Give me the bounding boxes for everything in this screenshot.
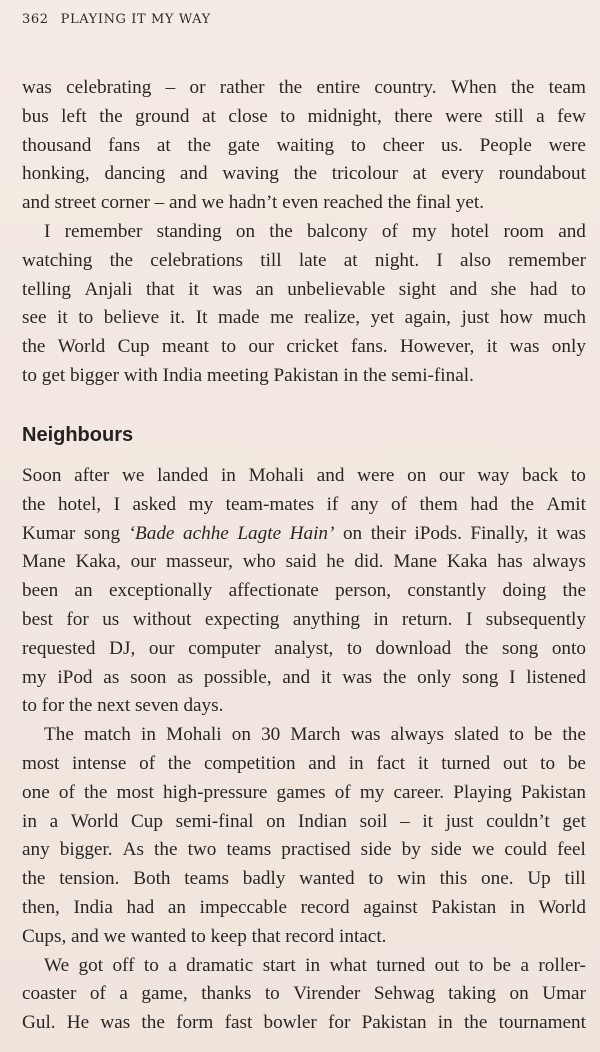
body-text-section (22, 462, 586, 1038)
text-line: then, India had an impeccable record against Pakistan in World (22, 896, 586, 918)
text-line: bus left the ground at close to midnight, there were still a few (22, 105, 586, 127)
text-line: honking, dancing and waving the tricolour at every roundabout (22, 163, 586, 185)
text-line: thousand fans at the gate waiting to cheer us. People were (22, 134, 586, 156)
paragraph (22, 721, 586, 951)
text-line: coaster of a game, thanks to Virender Sehwag taking on Umar (22, 983, 586, 1005)
text-line: the tension. Both teams badly wanted to win this one. Up till (22, 868, 586, 890)
paragraph (22, 74, 586, 218)
paragraph (22, 218, 586, 391)
text-line: to for the next seven days. (22, 695, 224, 717)
text-line: most intense of the competition and in fact it turned out to be (22, 752, 586, 774)
body-text-top (22, 74, 586, 391)
text-line: my iPod as soon as possible, and it was the only song I listened (22, 666, 586, 688)
text-line: requested DJ, our computer analyst, to download the song onto (22, 637, 586, 659)
text-line: Kumar song ‘Bade achhe Lagte Hain’ on their iPods. Finally, it was (22, 522, 586, 544)
text-line: Gul. He was the form fast bowler for Pakistan in the tournament (22, 1012, 586, 1034)
running-head (22, 12, 211, 27)
text-line: Cups, and we wanted to keep that record intact. (22, 925, 387, 947)
paragraph (22, 462, 586, 721)
text-line: best for us without expecting anything in return. I subsequently (22, 608, 586, 630)
text-line: the World Cup meant to our cricket fans. However, it was only (22, 336, 586, 358)
book-title: PLAYING IT MY WAY (60, 12, 211, 27)
text-line: one of the most high-pressure games of my career. Playing Pakistan (22, 781, 586, 803)
text-line: was celebrating – or rather the entire country. When the team (22, 77, 586, 98)
text-line: telling Anjali that it was an unbelievable sight and she had to (22, 278, 586, 300)
text-line: Soon after we landed in Mohali and were on our way back to (22, 465, 586, 486)
text-line: Mane Kaka, our masseur, who said he did. Mane Kaka has always (22, 551, 586, 573)
text-line: any bigger. As the two teams practised side by side we could feel (22, 839, 586, 861)
text-line: been an exceptionally affectionate person, constantly doing the (22, 580, 586, 602)
text-line: watching the celebrations till late at night. I also remember (22, 249, 586, 271)
text-line: in a World Cup semi-final on Indian soil – it just couldn’t get (22, 810, 586, 832)
text-line: see it to believe it. It made me realize, yet again, just how much (22, 307, 586, 329)
section-heading: Neighbours (22, 424, 134, 446)
text-line: the hotel, I asked my team-mates if any of them had the Amit (22, 493, 586, 515)
text-line: The match in Mohali on 30 March was always slated to be the (44, 724, 586, 746)
text-line: to get bigger with India meeting Pakistan in the semi-final. (22, 364, 474, 386)
text-line: We got off to a dramatic start in what turned out to be a roller- (44, 954, 586, 976)
page-number: 362 (22, 12, 49, 27)
paragraph (22, 952, 586, 1038)
text-line: and street corner – and we hadn’t even reached the final yet. (22, 192, 485, 214)
text-line: I remember standing on the balcony of my hotel room and (44, 220, 586, 242)
